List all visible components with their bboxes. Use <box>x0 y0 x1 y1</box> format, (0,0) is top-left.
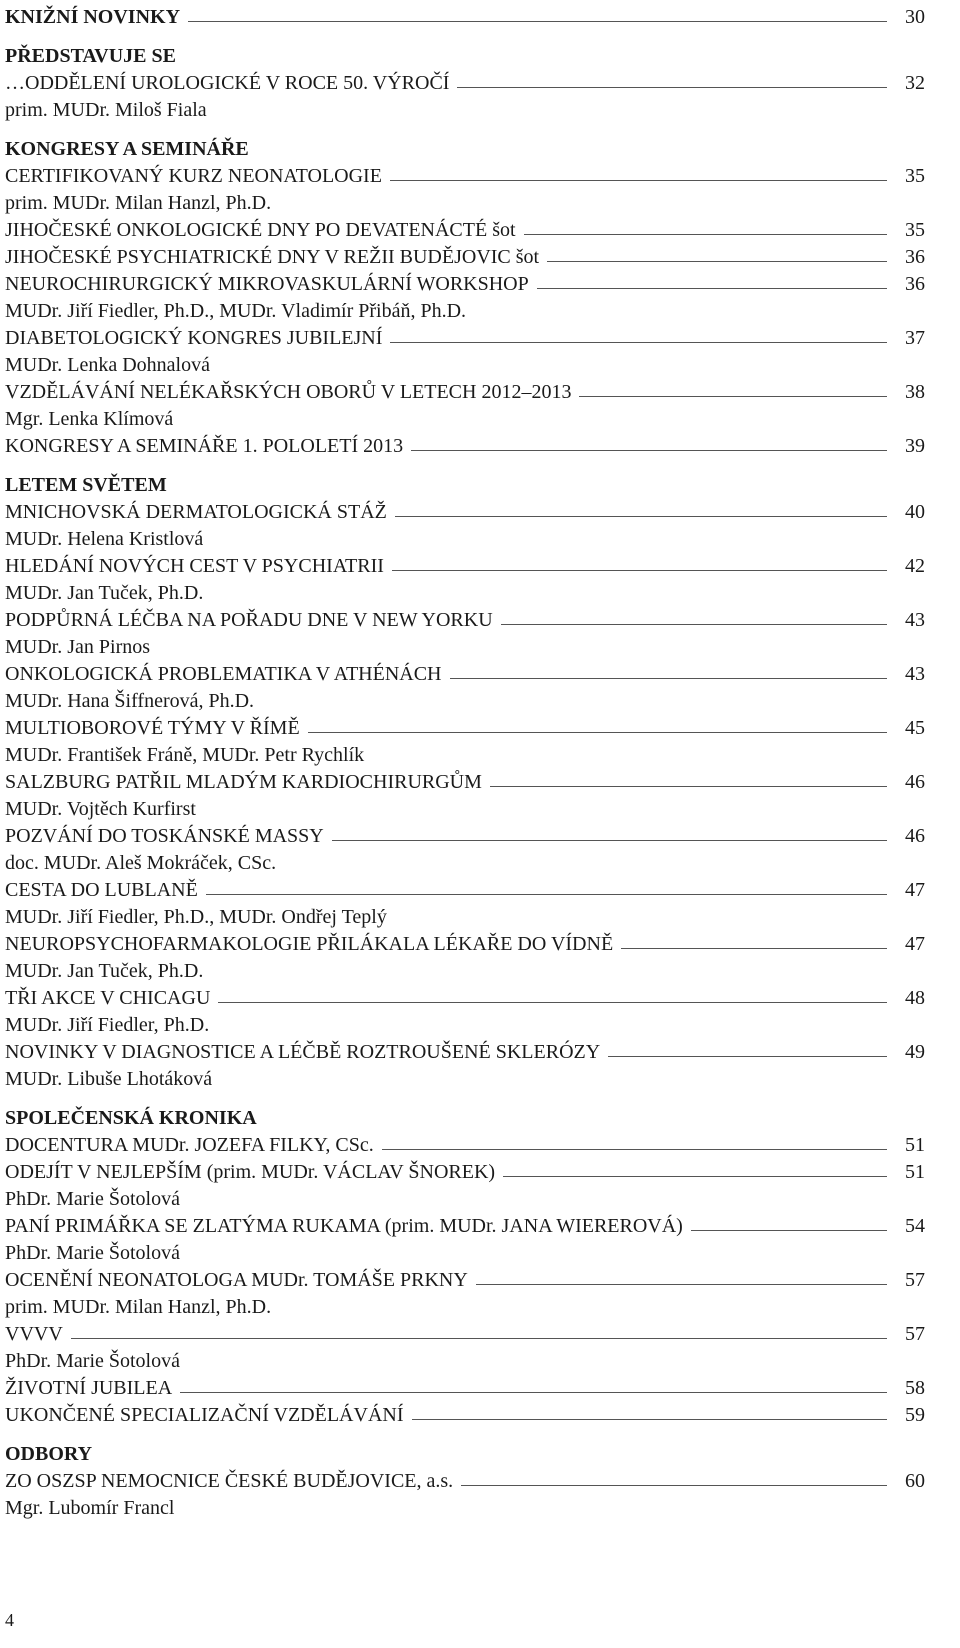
page-number: 4 <box>5 1610 14 1630</box>
entry-page-number: 43 <box>905 609 925 631</box>
toc-entry <box>5 1159 925 1186</box>
entry-page-number: 43 <box>905 663 925 685</box>
entry-title: VVVV <box>5 1323 63 1345</box>
entry-title: NOVINKY V DIAGNOSTICE A LÉČBĚ ROZTROUŠENÉ SKLERÓZY <box>5 1041 601 1063</box>
toc-entry <box>5 1267 925 1294</box>
entry-page-number: 48 <box>905 987 925 1009</box>
toc-entry <box>5 823 925 850</box>
dot-leader <box>579 396 887 397</box>
toc-entry <box>5 379 925 406</box>
section-heading: ODBORY <box>5 1443 93 1465</box>
toc-entry <box>5 1132 925 1159</box>
dot-leader <box>392 570 887 571</box>
entry-page-number: 59 <box>905 1404 925 1426</box>
entry-author: MUDr. Hana Šiffnerová, Ph.D. <box>5 690 255 712</box>
toc-entry <box>5 715 925 742</box>
entry-author: MUDr. Libuše Lhotáková <box>5 1068 213 1090</box>
entry-page-number: 36 <box>905 246 925 268</box>
entry-title: TŘI AKCE V CHICAGU <box>5 987 211 1009</box>
entry-title: NEUROCHIRURGICKÝ MIKROVASKULÁRNÍ WORKSHOP <box>5 273 529 295</box>
entry-title: NEUROPSYCHOFARMAKOLOGIE PŘILÁKALA LÉKAŘE DO VÍDNĚ <box>5 933 614 955</box>
toc-entry <box>5 433 925 460</box>
entry-title: ZO OSZSP NEMOCNICE ČESKÉ BUDĚJOVICE, a.s. <box>5 1470 454 1492</box>
entry-author: PhDr. Marie Šotolová <box>5 1188 180 1210</box>
toc-entry <box>5 1402 925 1429</box>
entry-page-number: 51 <box>905 1161 925 1183</box>
entry-author: Mgr. Lenka Klímová <box>5 408 174 430</box>
entry-title: DOCENTURA MUDr. JOZEFA FILKY, CSc. <box>5 1134 374 1156</box>
entry-page-number: 39 <box>905 435 925 457</box>
dot-leader <box>461 1485 887 1486</box>
entry-author: prim. MUDr. Milan Hanzl, Ph.D. <box>5 192 272 214</box>
entry-title: ODEJÍT V NEJLEPŠÍM (prim. MUDr. VÁCLAV ŠNOREK) <box>5 1161 496 1183</box>
dot-leader <box>457 87 887 88</box>
toc-entry <box>5 1039 925 1066</box>
dot-leader <box>537 288 887 289</box>
entry-page-number: 35 <box>905 165 925 187</box>
dot-leader <box>206 894 887 895</box>
entry-author: MUDr. Jiří Fiedler, Ph.D., MUDr. Vladimír Přibáň, Ph.D. <box>5 300 467 322</box>
dot-leader <box>332 840 887 841</box>
entry-page-number: 46 <box>905 771 925 793</box>
entry-title: JIHOČESKÉ PSYCHIATRICKÉ DNY V REŽII BUDĚJOVIC šot <box>5 246 540 268</box>
dot-leader <box>524 234 887 235</box>
toc-entry <box>5 769 925 796</box>
toc-entry <box>5 661 925 688</box>
dot-leader <box>180 1392 887 1393</box>
toc-entry <box>5 217 925 244</box>
entry-author: Mgr. Lubomír Francl <box>5 1497 175 1519</box>
entry-title: PANÍ PRIMÁŘKA SE ZLATÝMA RUKAMA (prim. MUDr. JANA WIEREROVÁ) <box>5 1215 683 1237</box>
entry-title: SALZBURG PATŘIL MLADÝM KARDIOCHIRURGŮM <box>5 771 482 793</box>
dot-leader <box>490 786 887 787</box>
entry-author: MUDr. Vojtěch Kurfirst <box>5 798 196 820</box>
entry-title: DIABETOLOGICKÝ KONGRES JUBILEJNÍ <box>5 327 383 349</box>
entry-page-number: 60 <box>905 1470 925 1492</box>
toc-entry <box>5 1468 925 1495</box>
entry-page-number: 51 <box>905 1134 925 1156</box>
dot-leader <box>450 678 887 679</box>
entry-title: VZDĚLÁVÁNÍ NELÉKAŘSKÝCH OBORŮ V LETECH 2012–2013 <box>5 381 572 403</box>
entry-page-number: 37 <box>905 327 925 349</box>
entry-author: doc. MUDr. Aleš Mokráček, CSc. <box>5 852 277 874</box>
toc-entry <box>5 877 925 904</box>
dot-leader <box>308 732 887 733</box>
entry-title: PODPŮRNÁ LÉČBA NA POŘADU DNE V NEW YORKU <box>5 609 493 631</box>
dot-leader <box>188 21 887 22</box>
entry-page-number: 57 <box>905 1323 925 1345</box>
entry-author: MUDr. Lenka Dohnalová <box>5 354 210 376</box>
entry-title: KNIŽNÍ NOVINKY <box>5 6 181 28</box>
dot-leader <box>390 180 887 181</box>
dot-leader <box>476 1284 887 1285</box>
entry-author: PhDr. Marie Šotolová <box>5 1242 180 1264</box>
toc-entry <box>5 325 925 352</box>
section-heading: KONGRESY A SEMINÁŘE <box>5 138 249 160</box>
dot-leader <box>382 1149 887 1150</box>
entry-author: MUDr. Helena Kristlová <box>5 528 204 550</box>
entry-title: HLEDÁNÍ NOVÝCH CEST V PSYCHIATRII <box>5 555 384 577</box>
toc-entry <box>5 1375 925 1402</box>
toc-entry <box>5 244 925 271</box>
entry-page-number: 46 <box>905 825 925 847</box>
entry-title: JIHOČESKÉ ONKOLOGICKÉ DNY PO DEVATENÁCTÉ šot <box>5 219 516 241</box>
entry-author: MUDr. Jan Tuček, Ph.D. <box>5 582 204 604</box>
entry-author: prim. MUDr. Milan Hanzl, Ph.D. <box>5 1296 272 1318</box>
entry-title: POZVÁNÍ DO TOSKÁNSKÉ MASSY <box>5 825 324 847</box>
dot-leader <box>395 516 887 517</box>
entry-page-number: 40 <box>905 501 925 523</box>
dot-leader <box>621 948 887 949</box>
table-of-contents <box>5 4 925 1522</box>
entry-page-number: 54 <box>905 1215 925 1237</box>
entry-page-number: 42 <box>905 555 925 577</box>
entry-title: KONGRESY A SEMINÁŘE 1. POLOLETÍ 2013 <box>5 435 404 457</box>
entry-title: …ODDĚLENÍ UROLOGICKÉ V ROCE 50. VÝROČÍ <box>5 72 450 94</box>
dot-leader <box>501 624 887 625</box>
toc-entry <box>5 499 925 526</box>
entry-title: CESTA DO LUBLANĚ <box>5 879 198 901</box>
section-heading: SPOLEČENSKÁ KRONIKA <box>5 1107 257 1129</box>
toc-entry <box>5 931 925 958</box>
toc-entry <box>5 271 925 298</box>
section-heading: LETEM SVĚTEM <box>5 474 167 496</box>
toc-entry <box>5 1321 925 1348</box>
entry-page-number: 32 <box>905 72 925 94</box>
entry-page-number: 49 <box>905 1041 925 1063</box>
toc-entry <box>5 1213 925 1240</box>
entry-author: MUDr. František Fráně, MUDr. Petr Rychlík <box>5 744 365 766</box>
dot-leader <box>71 1338 887 1339</box>
toc-entry <box>5 163 925 190</box>
dot-leader <box>547 261 887 262</box>
toc-entry <box>5 70 925 97</box>
dot-leader <box>691 1230 887 1231</box>
entry-author: MUDr. Jiří Fiedler, Ph.D., MUDr. Ondřej Teplý <box>5 906 387 928</box>
dot-leader <box>608 1056 887 1057</box>
entry-page-number: 45 <box>905 717 925 739</box>
entry-page-number: 47 <box>905 879 925 901</box>
entry-author: MUDr. Jiří Fiedler, Ph.D. <box>5 1014 210 1036</box>
toc-entry <box>5 985 925 1012</box>
dot-leader <box>412 1419 888 1420</box>
toc-entry <box>5 553 925 580</box>
entry-title: CERTIFIKOVANÝ KURZ NEONATOLOGIE <box>5 165 382 187</box>
entry-title: OCENĚNÍ NEONATOLOGA MUDr. TOMÁŠE PRKNY <box>5 1269 468 1291</box>
entry-author: MUDr. Jan Pirnos <box>5 636 151 658</box>
entry-author: PhDr. Marie Šotolová <box>5 1350 180 1372</box>
entry-title: MULTIOBOROVÉ TÝMY V ŘÍMĚ <box>5 717 300 739</box>
entry-title: ONKOLOGICKÁ PROBLEMATIKA V ATHÉNÁCH <box>5 663 442 685</box>
entry-author: MUDr. Jan Tuček, Ph.D. <box>5 960 204 982</box>
dot-leader <box>411 450 887 451</box>
dot-leader <box>503 1176 887 1177</box>
toc-entry <box>5 4 925 31</box>
entry-page-number: 35 <box>905 219 925 241</box>
entry-title: MNICHOVSKÁ DERMATOLOGICKÁ STÁŽ <box>5 501 387 523</box>
entry-title: UKONČENÉ SPECIALIZAČNÍ VZDĚLÁVÁNÍ <box>5 1404 404 1426</box>
dot-leader <box>218 1002 887 1003</box>
entry-page-number: 57 <box>905 1269 925 1291</box>
entry-page-number: 30 <box>905 6 925 28</box>
entry-page-number: 38 <box>905 381 925 403</box>
entry-page-number: 58 <box>905 1377 925 1399</box>
entry-page-number: 36 <box>905 273 925 295</box>
entry-page-number: 47 <box>905 933 925 955</box>
dot-leader <box>390 342 887 343</box>
toc-entry <box>5 607 925 634</box>
entry-author: prim. MUDr. Miloš Fiala <box>5 99 207 121</box>
section-heading: PŘEDSTAVUJE SE <box>5 45 176 67</box>
entry-title: ŽIVOTNÍ JUBILEA <box>5 1377 173 1399</box>
